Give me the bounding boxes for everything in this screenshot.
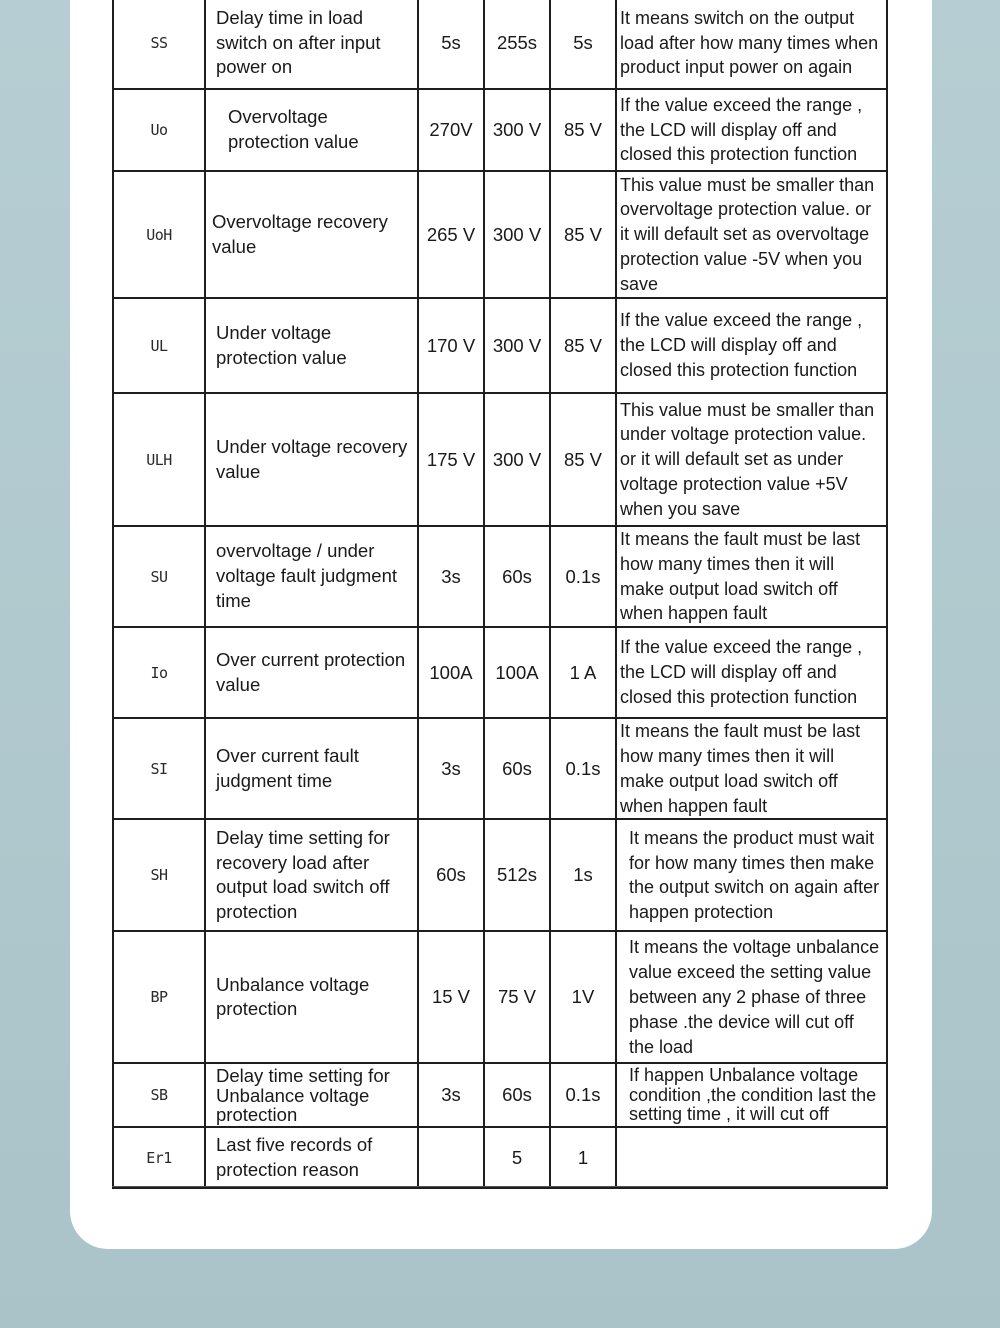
row-default: 3s bbox=[418, 526, 484, 627]
parameter-table bbox=[112, 0, 888, 1189]
row-min: 85 V bbox=[550, 89, 616, 171]
row-default: 3s bbox=[418, 1063, 484, 1127]
row-max: 60s bbox=[484, 718, 550, 819]
row-description: If the value exceed the range , the LCD will display off and closed this protection function bbox=[616, 298, 887, 393]
row-default bbox=[418, 1127, 484, 1188]
row-code: SI bbox=[113, 718, 205, 819]
row-min: 1s bbox=[550, 819, 616, 931]
table-row bbox=[113, 718, 887, 819]
row-description: It means the fault must be last how many times then it will make output load switch off when happen fault bbox=[616, 718, 887, 819]
row-description: This value must be smaller than under voltage protection value. or it will default set as under voltage protection value +5V when you save bbox=[616, 393, 887, 526]
row-min: 85 V bbox=[550, 393, 616, 526]
row-min: 5s bbox=[550, 0, 616, 89]
row-name: Over current protection value bbox=[205, 627, 418, 718]
row-max: 100A bbox=[484, 627, 550, 718]
row-name: Under voltage recovery value bbox=[205, 393, 418, 526]
table-row bbox=[113, 298, 887, 393]
row-description: If the value exceed the range , the LCD will display off and closed this protection function bbox=[616, 89, 887, 171]
row-description: It means the voltage unbalance value exceed the setting value between any 2 phase of three phase .the device will cut off the load bbox=[616, 931, 887, 1063]
row-max: 300 V bbox=[484, 298, 550, 393]
row-code: Uo bbox=[113, 89, 205, 171]
row-description: This value must be smaller than overvoltage protection value. or it will default set as overvoltage protection value -5V when you save bbox=[616, 171, 887, 298]
row-default: 60s bbox=[418, 819, 484, 931]
row-description: If the value exceed the range , the LCD will display off and closed this protection function bbox=[616, 627, 887, 718]
row-name: Delay time setting for Unbalance voltage protection bbox=[205, 1063, 418, 1127]
row-min: 0.1s bbox=[550, 1063, 616, 1127]
row-max: 512s bbox=[484, 819, 550, 931]
row-code: UL bbox=[113, 298, 205, 393]
row-default: 5s bbox=[418, 0, 484, 89]
row-default: 3s bbox=[418, 718, 484, 819]
row-max: 255s bbox=[484, 0, 550, 89]
row-code: ULH bbox=[113, 393, 205, 526]
row-name: Delay time setting for recovery load after output load switch off protection bbox=[205, 819, 418, 931]
row-code: Er1 bbox=[113, 1127, 205, 1188]
table-row bbox=[113, 1063, 887, 1127]
table-row bbox=[113, 819, 887, 931]
row-min: 0.1s bbox=[550, 526, 616, 627]
row-min: 85 V bbox=[550, 171, 616, 298]
row-name: Under voltage protection value bbox=[205, 298, 418, 393]
row-min: 1 A bbox=[550, 627, 616, 718]
row-min: 0.1s bbox=[550, 718, 616, 819]
row-default: 15 V bbox=[418, 931, 484, 1063]
row-code: Io bbox=[113, 627, 205, 718]
table-row bbox=[113, 89, 887, 171]
row-max: 75 V bbox=[484, 931, 550, 1063]
row-max: 300 V bbox=[484, 393, 550, 526]
row-default: 265 V bbox=[418, 171, 484, 298]
row-name: Overvoltage recovery value bbox=[205, 171, 418, 298]
row-name: Delay time in load switch on after input power on bbox=[205, 0, 418, 89]
row-code: SU bbox=[113, 526, 205, 627]
table-row bbox=[113, 171, 887, 298]
row-default: 270V bbox=[418, 89, 484, 171]
row-max: 5 bbox=[484, 1127, 550, 1188]
row-code: SB bbox=[113, 1063, 205, 1127]
row-description: It means switch on the output load after how many times when product input power on again bbox=[616, 0, 887, 89]
row-description: If happen Unbalance voltage condition ,the condition last the setting time , it will cut off bbox=[616, 1063, 887, 1127]
table-row bbox=[113, 393, 887, 526]
row-name: Overvoltage protection value bbox=[205, 89, 418, 171]
row-code: BP bbox=[113, 931, 205, 1063]
row-description bbox=[616, 1127, 887, 1188]
table-row bbox=[113, 526, 887, 627]
row-min: 1 bbox=[550, 1127, 616, 1188]
table-row bbox=[113, 627, 887, 718]
table-bottom-rule bbox=[112, 1186, 888, 1187]
row-max: 300 V bbox=[484, 89, 550, 171]
row-name: Unbalance voltage protection bbox=[205, 931, 418, 1063]
row-max: 60s bbox=[484, 1063, 550, 1127]
row-default: 175 V bbox=[418, 393, 484, 526]
row-min: 85 V bbox=[550, 298, 616, 393]
row-default: 100A bbox=[418, 627, 484, 718]
row-max: 60s bbox=[484, 526, 550, 627]
row-name: Over current fault judgment time bbox=[205, 718, 418, 819]
row-code: SS bbox=[113, 0, 205, 89]
row-name: Last five records of protection reason bbox=[205, 1127, 418, 1188]
row-min: 1V bbox=[550, 931, 616, 1063]
row-description: It means the product must wait for how many times then make the output switch on again after happen protection bbox=[616, 819, 887, 931]
table-row bbox=[113, 931, 887, 1063]
row-code: SH bbox=[113, 819, 205, 931]
row-default: 170 V bbox=[418, 298, 484, 393]
row-code: UoH bbox=[113, 171, 205, 298]
table-row bbox=[113, 0, 887, 89]
table-row bbox=[113, 1127, 887, 1188]
row-max: 300 V bbox=[484, 171, 550, 298]
row-description: It means the fault must be last how many times then it will make output load switch off when happen fault bbox=[616, 526, 887, 627]
row-name: overvoltage / under voltage fault judgment time bbox=[205, 526, 418, 627]
